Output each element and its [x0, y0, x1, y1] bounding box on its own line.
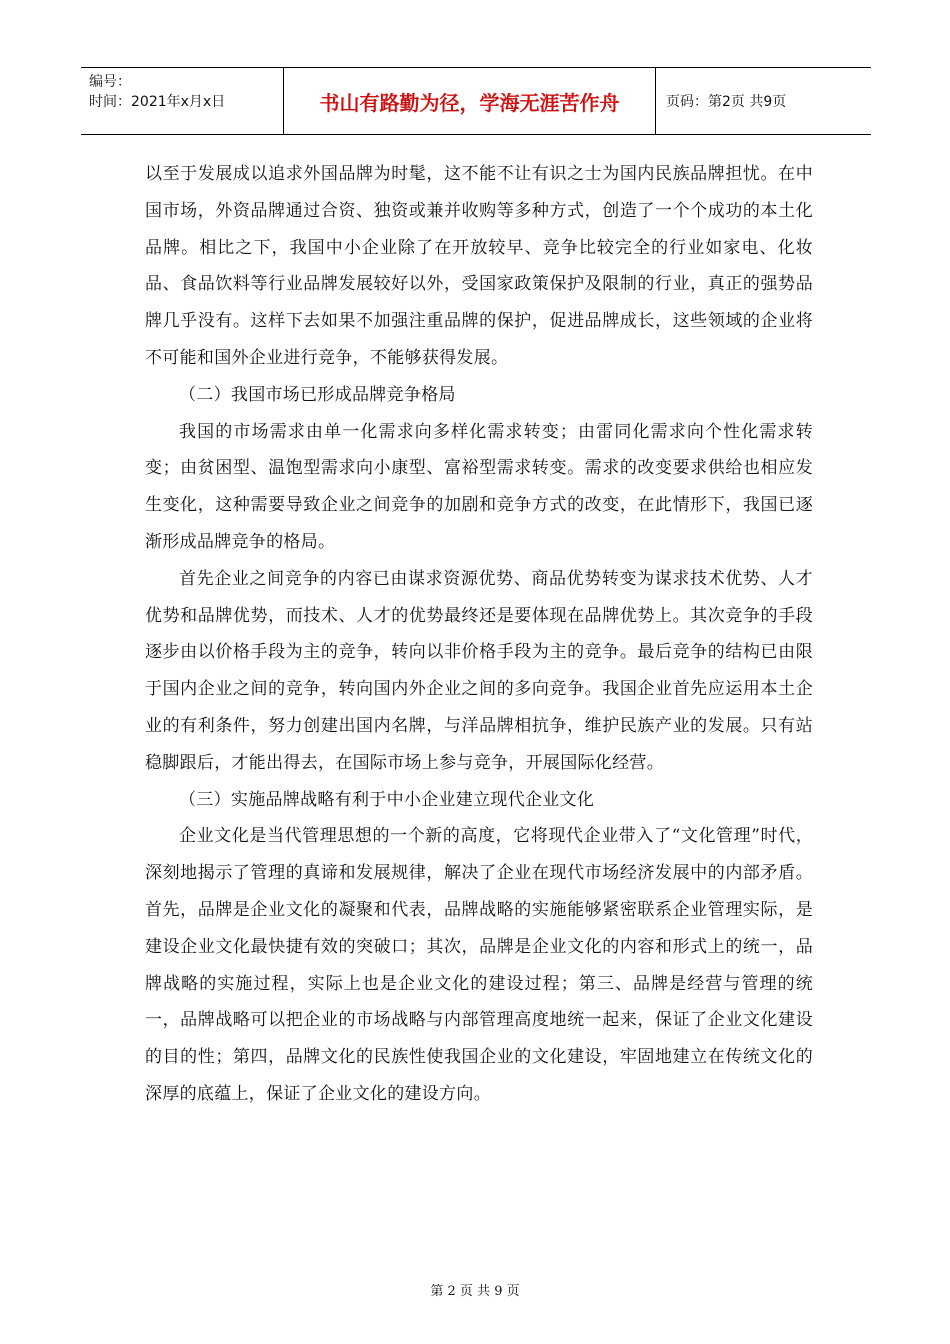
- header-motto: 书山有路勤为径，学海无涯苦作舟: [284, 68, 656, 134]
- document-body: [145, 156, 813, 1113]
- body-paragraph: 我国的市场需求由单一化需求向多样化需求转变；由雷同化需求向个性化需求转变；由贫困型、温饱型需求向小康型、富裕型需求转变。需求的改变要求供给也相应发生变化，这种需要导致企业之间竞争的加剧和竞争方式的改变，在此情形下，我国已逐渐形成品牌竞争的格局。: [145, 421, 813, 552]
- body-paragraph: 首先企业之间竞争的内容已由谋求资源优势、商品优势转变为谋求技术优势、人才优势和品牌优势，而技术、人才的优势最终还是要体现在品牌优势上。其次竞争的手段逐步由以价格手段为主的竞争，转向以非价格手段为主的竞争。最后竞争的结构已由限于国内企业之间的竞争，转向国内外企业之间的多向竞争。我国企业首先应运用本土企业的有利条件，努力创建出国内名牌，与洋品牌相抗争，维护民族产业的发展。只有站稳脚跟后，才能出得去，在国际市场上参与竞争，开展国际化经营。: [145, 568, 813, 773]
- header-meta: [81, 68, 284, 134]
- page-footer: 第 2 页 共 9 页: [430, 1284, 520, 1299]
- body-paragraph: 以至于发展成以追求外国品牌为时髦，这不能不让有识之士为国内民族品牌担忧。在中国市场，外资品牌通过合资、独资或兼并收购等多种方式，创造了一个个成功的本土化品牌。相比之下，我国中小企业除了在开放较早、竞争比较完全的行业如家电、化妆品、食品饮料等行业品牌发展较好以外，受国家政策保护及限制的行业，真正的强势品牌几乎没有。这样下去如果不加强注重品牌的保护，促进品牌成长，这些领域的企业将不可能和国外企业进行竞争，不能够获得发展。: [145, 164, 813, 368]
- body-paragraph: 企业文化是当代管理思想的一个新的高度，它将现代企业带入了“文化管理”时代，深刻地揭示了管理的真谛和发展规律，解决了企业在现代市场经济发展中的内部矛盾。首先，品牌是企业文化的凝聚和代表，品牌战略的实施能够紧密联系企业管理实际，是建设企业文化最快捷有效的突破口；其次，品牌是企业文化的内容和形式上的统一，品牌战略的实施过程，实际上也是企业文化的建设过程；第三、品牌是经营与管理的统一，品牌战略可以把企业的市场战略与内部管理高度地统一起来，保证了企业文化建设的目的性；第四，品牌文化的民族性使我国企业的文化建设，牢固地建立在传统文化的深厚的底蕴上，保证了企业文化的建设方向。: [145, 826, 813, 1104]
- document-time-label: 时间：2021年x月x日: [89, 94, 226, 110]
- section-heading: （三）实施品牌战略有利于中小企业建立现代企业文化: [179, 789, 595, 810]
- document-number-label: 编号：: [89, 74, 131, 90]
- section-heading: （二）我国市场已形成品牌竞争格局: [179, 384, 456, 405]
- page-header: [81, 67, 871, 135]
- header-page-label: 页码：第2页 共9页: [666, 94, 787, 110]
